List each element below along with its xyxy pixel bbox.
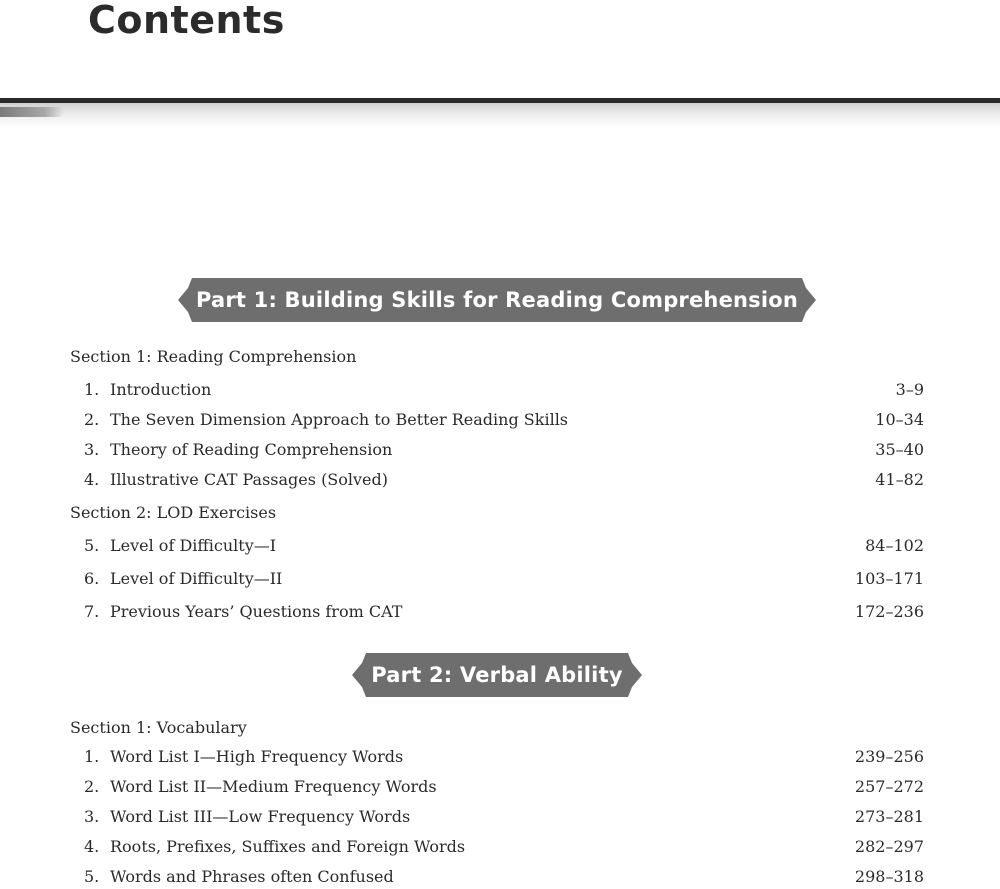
part1-section1-heading: Section 1: Reading Comprehension [70, 347, 357, 366]
toc-entry-pages: 103–171 [854, 569, 924, 588]
toc-entry[interactable] [84, 837, 924, 859]
toc-entry-title: Previous Years’ Questions from CAT [110, 602, 403, 621]
toc-entry[interactable] [84, 536, 924, 558]
toc-entry-number: 2. [84, 777, 100, 796]
toc-entry-number: 3. [84, 440, 100, 459]
part1-section2-heading: Section 2: LOD Exercises [70, 503, 277, 522]
toc-entry[interactable] [84, 807, 924, 829]
toc-entry-title: Theory of Reading Comprehension [110, 440, 393, 459]
header-rule-accent [0, 107, 64, 117]
toc-entry-title: Illustrative CAT Passages (Solved) [110, 470, 389, 489]
toc-entry[interactable] [84, 602, 924, 624]
part1-banner [178, 278, 816, 322]
toc-entry[interactable] [84, 569, 924, 591]
toc-entry-pages: 273–281 [854, 807, 924, 826]
page-title: Contents [88, 0, 285, 42]
toc-entry[interactable] [84, 747, 924, 769]
toc-entry-title: Words and Phrases often Confused [110, 867, 394, 886]
toc-entry-number: 4. [84, 470, 100, 489]
toc-entry[interactable] [84, 470, 924, 492]
toc-entry-title: Roots, Prefixes, Suffixes and Foreign Words [110, 837, 466, 856]
toc-entry-title: The Seven Dimension Approach to Better Reading Skills [110, 410, 569, 429]
toc-entry-title: Word List II—Medium Frequency Words [110, 777, 437, 796]
toc-entry-number: 2. [84, 410, 100, 429]
toc-entry-pages: 298–318 [854, 867, 924, 886]
part2-banner [352, 653, 642, 697]
part2-section1-heading: Section 1: Vocabulary [70, 718, 247, 737]
toc-entry-pages: 41–82 [875, 470, 924, 489]
toc-entry-pages: 10–34 [875, 410, 924, 429]
part2-banner-label: Part 2: Verbal Ability [371, 663, 623, 687]
toc-entry-number: 3. [84, 807, 100, 826]
toc-entry-title: Word List I—High Frequency Words [110, 747, 404, 766]
toc-entry-number: 1. [84, 380, 100, 399]
toc-entry[interactable] [84, 410, 924, 432]
toc-entry-pages: 3–9 [895, 380, 924, 399]
toc-entry[interactable] [84, 777, 924, 799]
toc-entry-pages: 172–236 [854, 602, 924, 621]
toc-entry-title: Level of Difficulty—I [110, 536, 277, 555]
toc-entry-number: 5. [84, 536, 100, 555]
toc-entry-pages: 239–256 [854, 747, 924, 766]
toc-entry-number: 4. [84, 837, 100, 856]
toc-entry-pages: 35–40 [875, 440, 924, 459]
toc-entry-pages: 84–102 [865, 536, 924, 555]
toc-entry-number: 1. [84, 747, 100, 766]
header-rule-shadow [0, 103, 1000, 127]
toc-entry-pages: 257–272 [854, 777, 924, 796]
toc-entry-title: Introduction [110, 380, 212, 399]
toc-entry-title: Level of Difficulty—II [110, 569, 283, 588]
toc-entry[interactable] [84, 440, 924, 462]
toc-entry-number: 6. [84, 569, 100, 588]
toc-entry[interactable] [84, 867, 924, 889]
toc-entry-pages: 282–297 [854, 837, 924, 856]
toc-entry-number: 5. [84, 867, 100, 886]
toc-entry-number: 7. [84, 602, 100, 621]
toc-entry[interactable] [84, 380, 924, 402]
part1-banner-label: Part 1: Building Skills for Reading Comprehension [195, 288, 799, 312]
toc-entry-title: Word List III—Low Frequency Words [110, 807, 411, 826]
